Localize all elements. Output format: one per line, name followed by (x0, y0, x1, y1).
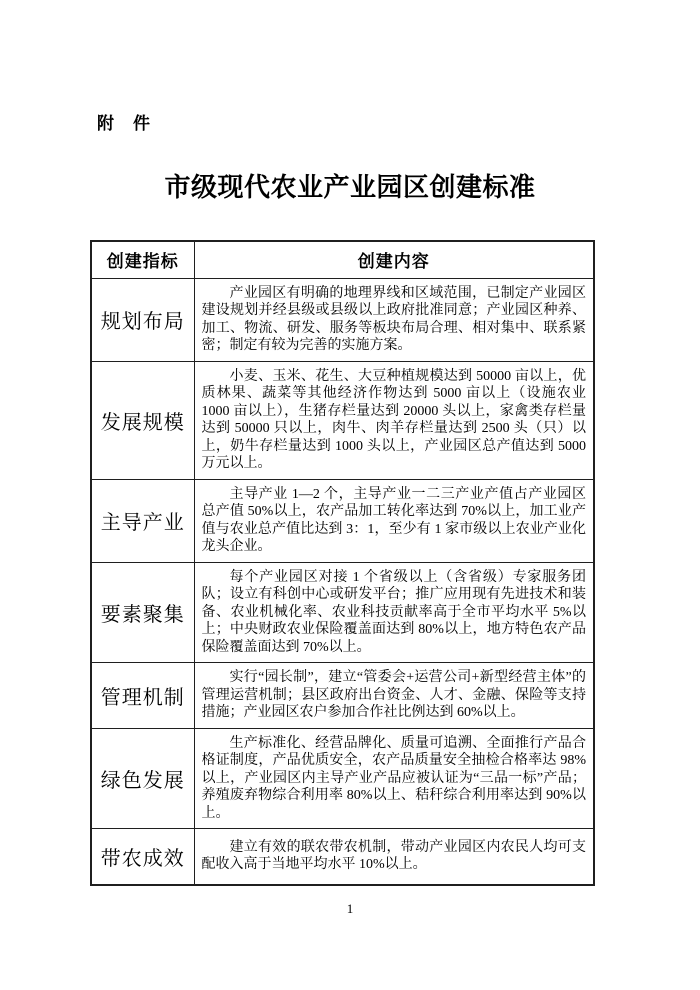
content-cell (194, 728, 594, 829)
column-header-content: 创建内容 (194, 241, 594, 278)
indicator-cell: 主导产业 (91, 479, 194, 562)
attachment-label: 附 件 (97, 114, 151, 133)
indicator-cell: 规划布局 (91, 278, 194, 361)
content-paragraph: 小麦、玉米、花生、大豆种植规模达到 50000 亩以上，优质林果、蔬菜等其他经济作物达到 5000 亩以上（设施农业 1000 亩以上），生猪存栏量达到 20000 头以上，家禽类存栏量达到 50000 只以上，肉牛、肉羊存栏量达到 2500 头（只）以上，奶牛存栏量达到 1000 头以上，产业园区总产值达到 5000 万元以上。 (201, 368, 586, 471)
content-paragraph: 建立有效的联农带农机制，带动产业园区内农民人均可支配收入高于当地平均水平 10%以上。 (201, 839, 586, 873)
page-title: 市级现代农业产业园区创建标准 (164, 173, 536, 202)
indicator-cell: 管理机制 (91, 663, 194, 729)
content-cell (194, 361, 594, 479)
table-row-factor-aggregation (91, 562, 594, 663)
content-paragraph: 每个产业园区对接 1 个省级以上（含省级）专家服务团队；设立有科创中心或研发平台；推广应用现有先进技术和装备、农业机械化率、农业科技贡献率高于全市平均水平 5%以上；中央财政农业保险覆盖面达到 80%以上，地方特色农产品保险覆盖面达到 70%以上。 (201, 569, 586, 655)
indicator-cell: 发展规模 (91, 361, 194, 479)
table-row-development-scale (91, 361, 594, 479)
indicator-cell: 绿色发展 (91, 728, 194, 829)
table-row-green-development (91, 728, 594, 829)
table-header-row (91, 241, 594, 278)
column-header-indicator: 创建指标 (91, 241, 194, 278)
table-row-management-mechanism (91, 663, 594, 729)
indicator-cell: 要素聚集 (91, 562, 194, 663)
content-cell (194, 479, 594, 562)
content-paragraph: 产业园区有明确的地理界线和区域范围，已制定产业园区建设规划并经县级或县级以上政府批准同意；产业园区种养、加工、物流、研发、服务等板块布局合理、相对集中、联系紧密；制定有较为完善的实施方案。 (201, 285, 586, 353)
content-paragraph: 生产标准化、经营品牌化、质量可追溯、全面推行产品合格证制度，产品优质安全，农产品质量安全抽检合格率达 98%以上，产业园区内主导产业产品应被认证为“三品一标”产品；养殖废弃物综合利用率 80%以上、秸秆综合利用率达到 90%以上。 (201, 735, 586, 821)
content-paragraph: 主导产业 1—2 个，主导产业一二三产业产值占产业园区总产值 50%以上，农产品加工转化率达到 70%以上，加工业产值与农业总产值比达到 3：1，至少有 1 家市级以上农业产业化龙头企业。 (201, 486, 586, 554)
content-cell (194, 562, 594, 663)
table-row-leading-industry (91, 479, 594, 562)
page-number: 1 (346, 901, 354, 916)
content-paragraph: 实行“园长制”，建立“管委会+运营公司+新型经营主体”的管理运营机制；县区政府出台资金、人才、金融、保险等支持措施；产业园区农户参加合作社比例达到 60%以上。 (201, 670, 586, 720)
indicator-cell: 带农成效 (91, 829, 194, 885)
content-cell (194, 663, 594, 729)
table-row-planning-layout (91, 278, 594, 361)
standards-table (90, 240, 595, 886)
content-cell (194, 829, 594, 885)
table-row-farmer-benefit (91, 829, 594, 885)
content-cell (194, 278, 594, 361)
